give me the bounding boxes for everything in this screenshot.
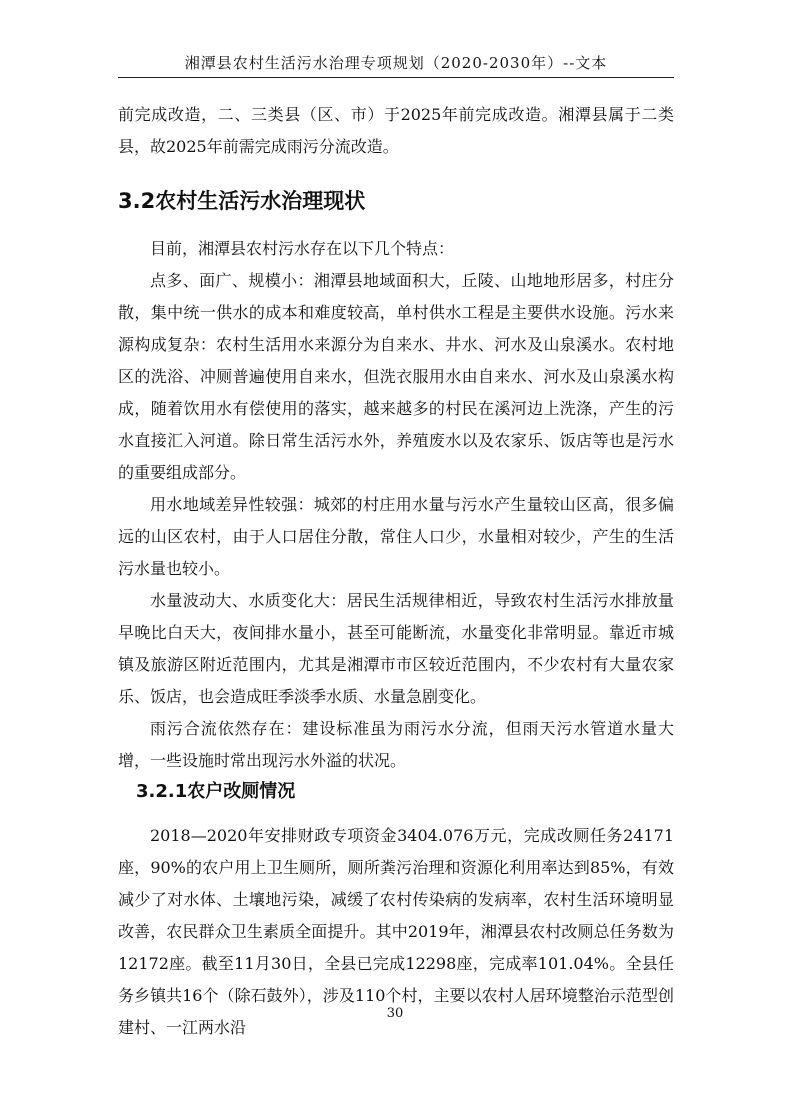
running-header: 湘潭县农村生活污水治理专项规划（2020-2030年）--文本 bbox=[184, 54, 608, 72]
paragraph-toilet-renovation: 2018—2020年安排财政专项资金3404.076万元，完成改厕任务24171座，90%的农户用上卫生厕所，厕所粪污治理和资源化利用率达到85%，有效减少了对水体、土壤地污染，减缓了农村传染病的发病率，农村生活环境明显改善，农民群众卫生素质全面提升。其中2019年，湘潭县农村改厕总任务数为12172座。截至11月30日，全县已完成12298座，完成率101.04%。全县任务乡镇共16个（除石鼓外），涉及110个村，主要以农村人居环境整治示范型创建村、一江两水沿 bbox=[118, 826, 674, 1037]
page-number: 30 bbox=[386, 1006, 404, 1021]
paragraph-feature-scattered: 点多、面广、规模小：湘潭县地域面积大，丘陵、山地地形居多，村庄分散，集中统一供水的成本和难度较高，单村供水工程是主要供水设施。污水来源构成复杂：农村生活用水来源分为自来水、井水、河水及山泉溪水。农村地区的洗浴、冲厕普遍使用自来水，但洗衣服用水由自来水、河水及山泉溪水构成，随着饮用水有偿使用的落实，越来越多的村民在溪河边上洗涤，产生的污水直接汇入河道。除日常生活污水外，养殖废水以及农家乐、饭店等也是污水的重要组成部分。 bbox=[118, 271, 674, 482]
paragraph-feature-fluctuation: 水量波动大、水质变化大：居民生活规律相近，导致农村生活污水排放量早晚比白天大，夜间排水量小，甚至可能断流，水量变化非常明显。靠近市城镇及旅游区附近范围内，尤其是湘潭市市区较近范围内，不少农村有大量农家乐、饭店，也会造成旺季淡季水质、水量急剧变化。 bbox=[118, 591, 674, 706]
paragraph-features-intro: 目前，湘潭县农村污水存在以下几个特点： bbox=[150, 239, 455, 258]
section-heading-3-2: 3.2农村生活污水治理现状 bbox=[118, 189, 366, 213]
section-heading-3-2-1: 3.2.1农户改厕情况 bbox=[136, 781, 296, 802]
paragraph-feature-regional: 用水地域差异性较强：城郊的村庄用水量与污水产生量较山区高，很多偏远的山区农村，由于人口居住分散，常住人口少，水量相对较少，产生的生活污水量也较小。 bbox=[118, 495, 674, 578]
header-rule bbox=[118, 77, 674, 78]
paragraph-feature-combined: 雨污合流依然存在：建设标准虽为雨污水分流，但雨天污水管道水量大增，一些设施时常出现污水外溢的状况。 bbox=[118, 719, 674, 770]
paragraph-intro: 前完成改造，二、三类县（区、市）于2025年前完成改造。湘潭县属于二类县，故2025年前需完成雨污分流改造。 bbox=[118, 105, 674, 156]
